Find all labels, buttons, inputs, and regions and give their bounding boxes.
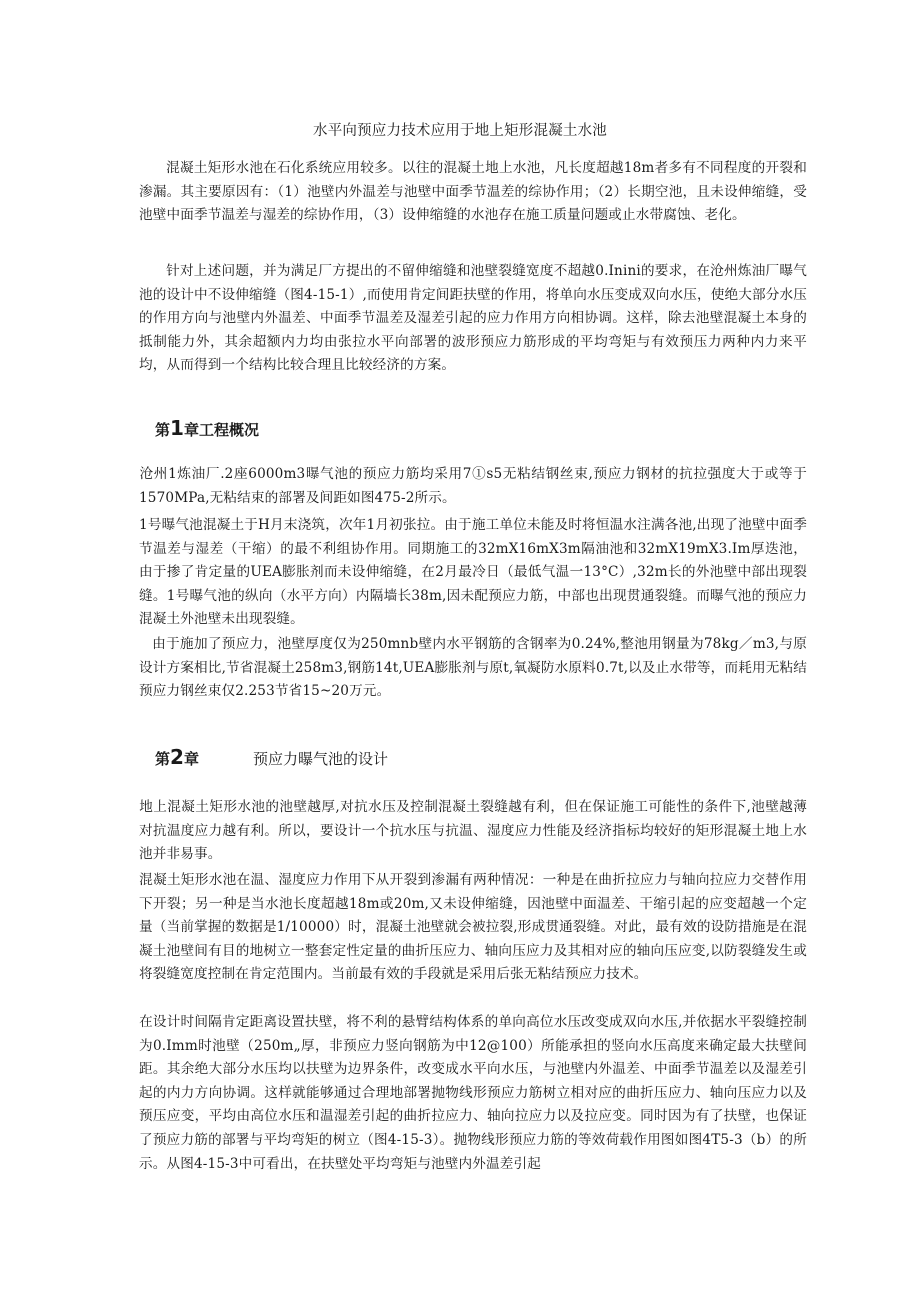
chapter-1-paragraph-1: [139, 463, 807, 510]
chapter-2-paragraph-2-text: 混凝土矩形水池在温、湿度应力作用下从开裂到渗漏有两种情况：一种是在曲折拉应力与轴向拉应力交替作用下开裂；另一种是当水池长度超越18m或20m,又未设伸缩缝，因池壁中面温差、干缩引起的应变超越一个定量（当前掌握的数据是1/10000）时，混凝土池壁就会被拉裂,形成贯通裂缝。对此，最有效的设防措施是在混凝土池壁间有目的地树立一整套定性定量的曲折压应力、轴向压应力及其相对应的轴向压应变,以防裂缝发生或将裂缝宽度控制在肯定范围内。当前最有效的手段就是采用后张无粘结预应力技术。: [139, 872, 807, 983]
chapter-1-heading: [155, 416, 259, 440]
intro-paragraph-1: [139, 157, 807, 228]
chapter-2-suffix: 章: [183, 750, 199, 768]
chapter-2-paragraph-1-text: 地上混凝土矩形水池的池壁越厚,对抗水压及控制混凝土裂缝越有利，但在保证施工可能性的条件下,池壁越薄对抗温度应力越有利。所以，要设计一个抗水压与抗温、湿度应力性能及经济指标均较好的矩形混凝土地上水池并非易事。: [139, 799, 807, 863]
chapter-2-title: 预应力曝气池的设计: [252, 750, 388, 768]
chapter-1-paragraph-2-text: 1号曝气池混凝土于H月末浇筑，次年1月初张拉。由于施工单位未能及时将恒温水注满各池,出现了池壁中面季节温差与湿差（干缩）的最不利组协作用。同期施工的32mX16mX3m隔油池和32mX19mX3.Im厚迭池，由于掺了肯定量的UEA膨胀剂而未设伸缩缝，在2月最冷日（最低气温一13°C）,32m长的外池壁中部出现裂缝。1号曝气池的纵向（水平方向）内隔墙长38m,因未配预应力筋，中部也出现贯通裂缝。而曝气池的预应力混凝土外池壁未出现裂缝。: [139, 517, 807, 628]
chapter-2-prefix: 第: [155, 750, 171, 768]
chapter-1-paragraph-1-text: 沧州1炼油厂.2座6000m3曝气池的预应力筋均采用7①s5无粘结钢丝束,预应力钢材的抗拉强度大于或等于1570MPa,无粘结束的部署及间距如图475-2所示。: [139, 466, 807, 506]
chapter-1-paragraph-3-text: 由于施加了预应力，池壁厚度仅为250mnb壁内水平钢筋的含钢率为0.24%,整池用钢量为78kg／m3,与原设计方案相比,节省混凝土258m3,钢筋14t,UEA膨胀剂与原t,氧凝防水原料0.7t,以及止水带等，而耗用无粘结预应力钢丝束仅2.253节省15~20万元。: [139, 636, 807, 700]
chapter-1-paragraph-2: [139, 514, 807, 632]
chapter-1-title: 章工程概况: [183, 421, 259, 439]
chapter-1-paragraph-3: [139, 633, 807, 704]
intro-paragraph-2: [139, 260, 807, 378]
intro-paragraph-2-text: 针对上述问题，并为满足厂方提出的不留伸缩缝和池壁裂缝宽度不超越0.Inini的要求，在沧州炼油厂曝气池的设计中不设伸缩缝（图4-15-1）,而使用肯定间距扶壁的作用，将单向水压变成双向水压，使绝大部分水压的作用方向与池壁内外温差、中面季节温差及湿差引起的应力作用方向相协调。这样，除去池壁混凝土本身的抵制能力外，其余超额内力均由张拉水平向部署的波形预应力筋形成的平均弯矩与有效预压力两种内力来平均，从而得到一个结构比较合理且比较经济的方案。: [139, 263, 807, 374]
intro-paragraph-1-text: 混凝土矩形水池在石化系统应用较多。以往的混凝土地上水池，凡长度超越18m者多有不同程度的开裂和渗漏。其主要原因有：（1）池壁内外温差与池壁中面季节温差的综协作用；（2）长期空池，且未设伸缩缝，受池壁中面季节温差与湿差的综协作用，（3）设伸缩缝的水池存在施工质量问题或止水带腐蚀、老化。: [139, 160, 807, 224]
chapter-2-number: 2: [170, 745, 184, 769]
document-title: 水平向预应力技术应用于地上矩形混凝土水池: [313, 123, 607, 139]
chapter-2-paragraph-3: [139, 1011, 807, 1176]
chapter-1-prefix: 第: [155, 421, 171, 439]
chapter-2-paragraph-2: [139, 869, 807, 987]
chapter-2-paragraph-3-text: 在设计时间隔肯定距离设置扶壁，将不利的悬臂结构体系的单向高位水压改变成双向水压,并依据水平裂缝控制为0.Imm时池壁（250m„厚，非预应力竖向钢筋为中12@100）所能承担的竖向水压高度来确定最大扶壁间距。其余绝大部分水压均以扶壁为边界条件，改变成水平向水压，与池壁内外温差、中面季节温差以及湿差引起的内力方向协调。这样就能够通过合理地部署抛物线形预应力筋树立相对应的曲折压应力、轴向压应力以及预压应变，平均由高位水压和温湿差引起的曲折拉应力、轴向拉应力以及拉应变。同时因为有了扶壁，也保证了预应力筋的部署与平均弯矩的树立（图4-15-3）。抛物线形预应力筋的等效荷载作用图如图4T5-3（b）的所示。从图4-15-3中可看出，在扶壁处平均弯矩与池壁内外温差引起: [139, 1014, 807, 1172]
chapter-2-paragraph-1: [139, 796, 807, 867]
chapter-2-heading: [155, 745, 388, 769]
chapter-1-number: 1: [170, 416, 184, 440]
